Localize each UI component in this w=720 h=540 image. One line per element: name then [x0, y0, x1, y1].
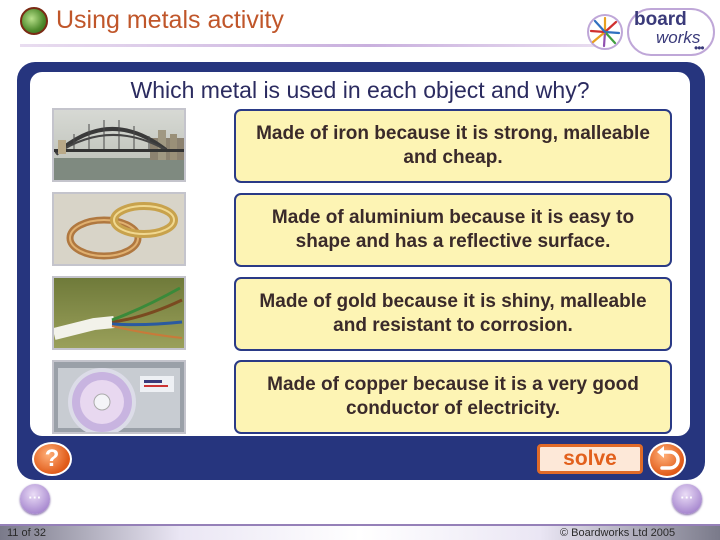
page-title: Using metals activity	[56, 6, 284, 34]
bridge-photo[interactable]	[52, 108, 186, 182]
logo-dots-icon: •••	[694, 41, 704, 55]
atom-globe-icon	[20, 7, 48, 35]
boardworks-logo-top: board	[634, 9, 687, 30]
undo-arrow-icon[interactable]	[648, 442, 686, 478]
slide-number: 11 of 32	[7, 527, 46, 539]
wires-photo[interactable]	[52, 276, 186, 350]
prev-slide-icon[interactable]: ···	[20, 484, 50, 514]
question-text: Which metal is used in each object and why?	[130, 77, 590, 103]
boardworks-logo-bottom: works	[656, 28, 701, 47]
cd-photo[interactable]	[52, 360, 186, 434]
undo-arrow-glyph	[650, 444, 684, 476]
header-divider	[20, 44, 600, 47]
answer-card-2[interactable]: Made of aluminium because it is easy to shape and has a reflective surface.	[234, 193, 672, 267]
help-button[interactable]: ?	[32, 442, 72, 476]
next-slide-icon[interactable]: ···	[672, 484, 702, 514]
answer-card-3[interactable]: Made of gold because it is shiny, malleable and resistant to corrosion.	[234, 277, 672, 351]
copyright-text: © Boardworks Ltd 2005	[560, 527, 676, 539]
answer-card-1[interactable]: Made of iron because it is strong, malleable and cheap.	[234, 109, 672, 183]
rings-photo[interactable]	[52, 192, 186, 266]
answer-card-4[interactable]: Made of copper because it is a very good conductor of electricity.	[234, 360, 672, 434]
boardworks-sun-icon	[585, 12, 625, 52]
solve-button[interactable]: solve	[537, 444, 643, 474]
